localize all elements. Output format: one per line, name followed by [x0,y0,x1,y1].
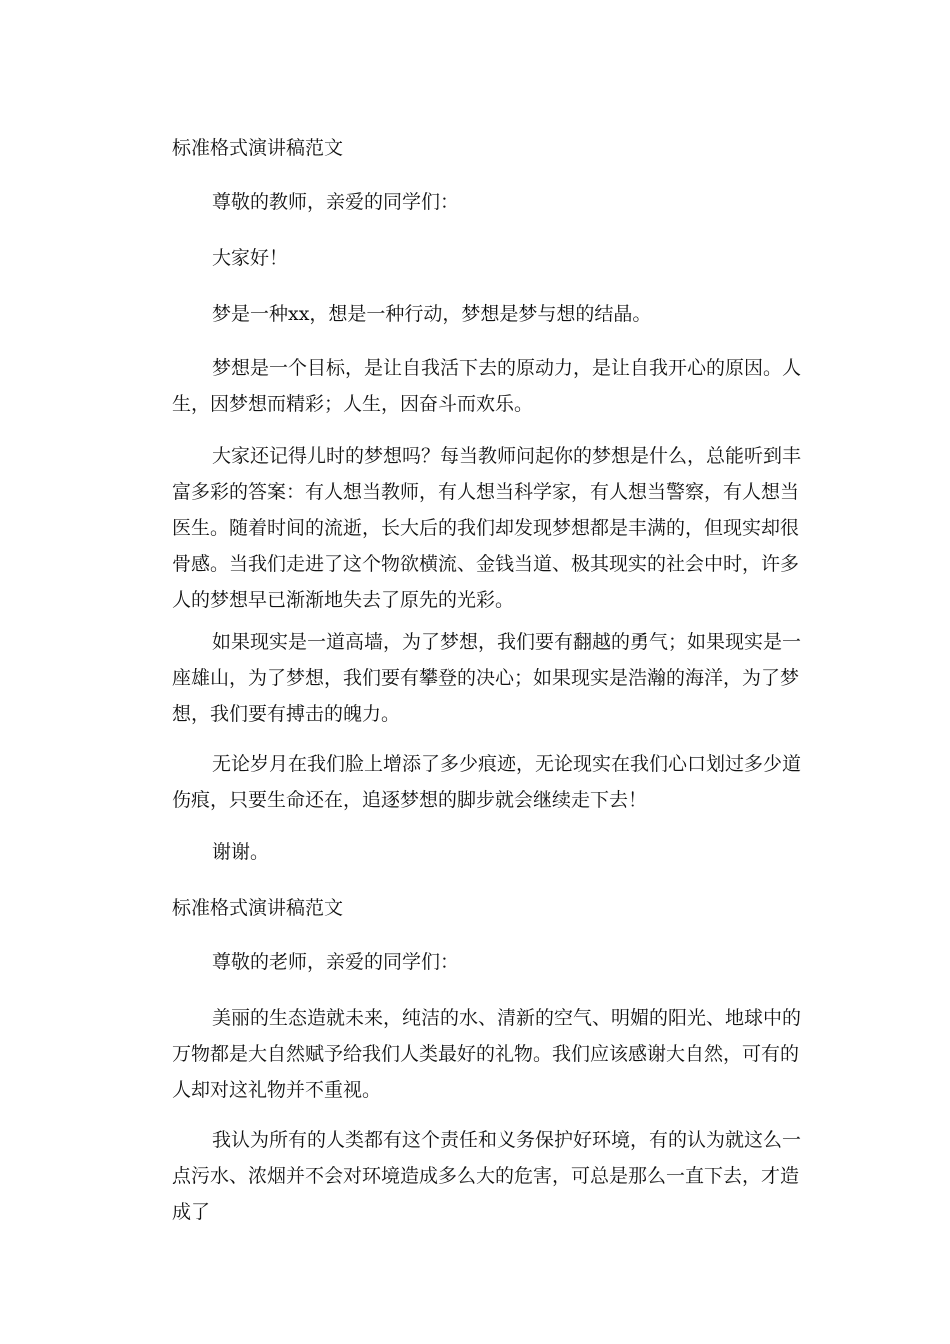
section-2-title: 标准格式演讲稿范文 [172,897,344,919]
section-2-paragraph: 美丽的生态造就未来，纯洁的水、清新的空气、明媚的阳光、地球中的万物都是大自然赋予给我们人类最好的礼物。我们应该感谢大自然，可有的人却对这礼物并不重视。 [172,1007,802,1101]
section-1-title: 标准格式演讲稿范文 [172,137,344,159]
section-1-paragraph: 梦想是一个目标，是让自我活下去的原动力，是让自我开心的原因。人生，因梦想而精彩；人生，因奋斗而欢乐。 [172,357,802,415]
section-1-paragraph: 无论岁月在我们脸上增添了多少痕迹，无论现实在我们心口划过多少道伤痕，只要生命还在，追逐梦想的脚步就会继续走下去！ [172,753,802,811]
section-2-salutation: 尊敬的老师，亲爱的同学们： [212,951,460,973]
section-2-paragraph: 我认为所有的人类都有这个责任和义务保护好环境，有的认为就这么一点污水、浓烟并不会对环境造成多么大的危害，可总是那么一直下去，才造成了 [172,1129,802,1223]
section-1-greeting: 大家好！ [212,247,289,269]
section-1-salutation: 尊敬的教师，亲爱的同学们： [212,191,460,213]
section-1-paragraph: 大家还记得儿时的梦想吗？每当教师问起你的梦想是什么，总能听到丰富多彩的答案：有人想当教师，有人想当科学家，有人想当警察，有人想当医生。随着时间的流逝，长大后的我们却发现梦想都是丰满的，但现实却很骨感。当我们走进了这个物欲横流、金钱当道、极其现实的社会中时，许多人的梦想早已渐渐地失去了原先的光彩。 [172,445,802,611]
section-1-paragraph: 梦是一种xx，想是一种行动，梦想是梦与想的结晶。 [212,303,652,325]
section-1-closing: 谢谢。 [212,841,270,863]
section-1-paragraph: 如果现实是一道高墙，为了梦想，我们要有翻越的勇气；如果现实是一座雄山，为了梦想，我们要有攀登的决心；如果现实是浩瀚的海洋，为了梦想，我们要有搏击的魄力。 [172,631,802,725]
